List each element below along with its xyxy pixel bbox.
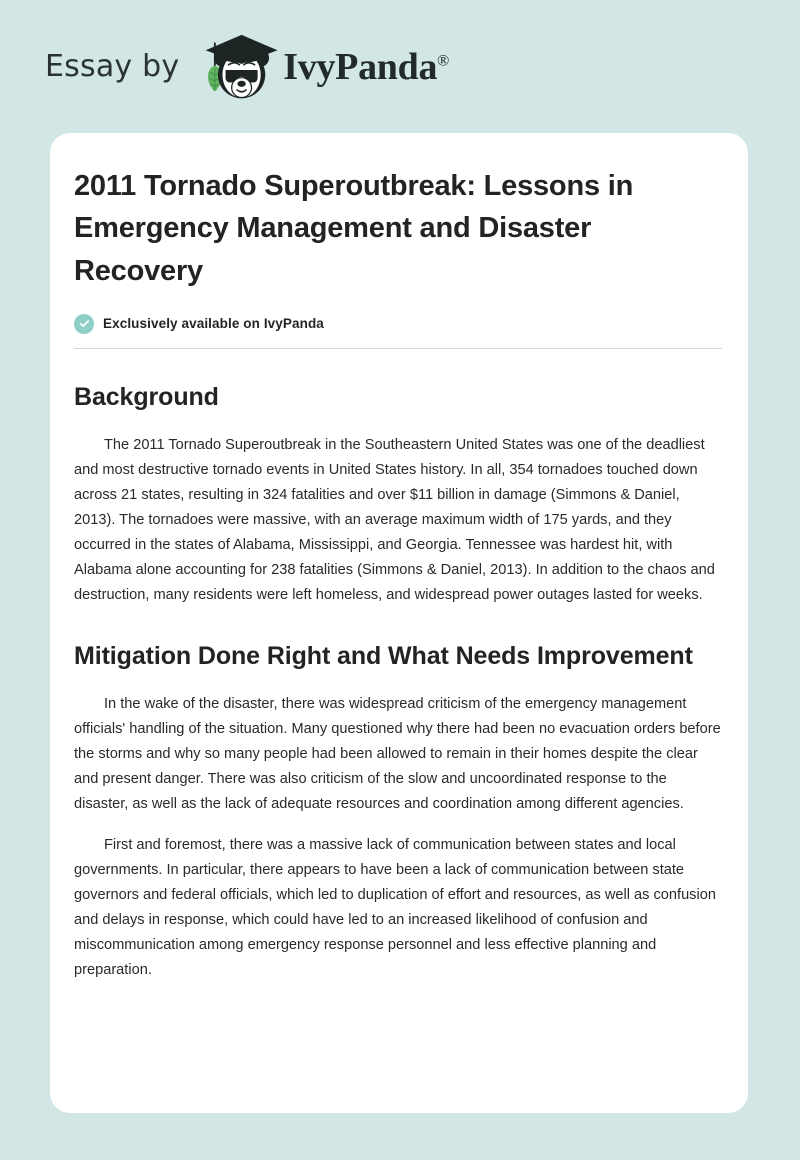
paragraph: First and foremost, there was a massive lack of communication between states and local governments. In particular, there appears to have been a lack of communication between state governors and federal officials, which led to duplication of effort and resources, as well as confusion and delays in response, which could have led to an increased likelihood of confusion and miscommunication among emergency response personnel and less effective planning and preparation. xyxy=(74,836,716,978)
registered-mark: ® xyxy=(437,51,450,69)
page-header xyxy=(0,0,800,133)
page-title: 2011 Tornado Superoutbreak: Lessons in Emergency Management and Disaster Recovery xyxy=(74,170,634,287)
essay-by-label: Essay by xyxy=(45,48,180,84)
panda-graduate-logo-icon xyxy=(189,30,279,104)
essay-card xyxy=(50,133,748,1113)
exclusivity-badge xyxy=(74,314,722,334)
ivypanda-wordmark-text: IvyPanda xyxy=(283,45,438,88)
paragraph: The 2011 Tornado Superoutbreak in the Southeastern United States was one of the deadliest and most destructive tornado events in United States history. In all, 354 tornadoes touched down across 21 states, resulting in 324 fatalities and over $11 billion in damage (Simmons & Daniel, 2013). The tornadoes were massive, with an average maximum width of 175 yards, and they occurred in the states of Alabama, Mississippi, and Georgia. Tennessee was hardest hit, with Alabama alone accounting for 238 fatalities (Simmons & Daniel, 2013). In addition to the chaos and destruction, many residents were left homeless, and widespread power outages lasted for weeks. xyxy=(74,436,715,603)
ivypanda-wordmark xyxy=(283,45,450,88)
brand-lockup[interactable] xyxy=(45,30,449,104)
paragraph: In the wake of the disaster, there was widespread criticism of the emergency management officials' handling of the situation. Many questioned why there had been no evacuation orders before the storms and why so many people had been allowed to remain in their homes despite the clear and present danger. There was also criticism of the slow and uncoordinated response to the disaster, as well as the lack of adequate resources and coordination among different agencies. xyxy=(74,695,721,812)
check-circle-icon xyxy=(74,314,94,334)
section-heading-background: Background xyxy=(74,382,219,411)
title-divider xyxy=(74,348,722,349)
section-heading-mitigation: Mitigation Done Right and What Needs Improvement xyxy=(74,641,693,670)
exclusivity-badge-label: Exclusively available on IvyPanda xyxy=(103,316,324,332)
